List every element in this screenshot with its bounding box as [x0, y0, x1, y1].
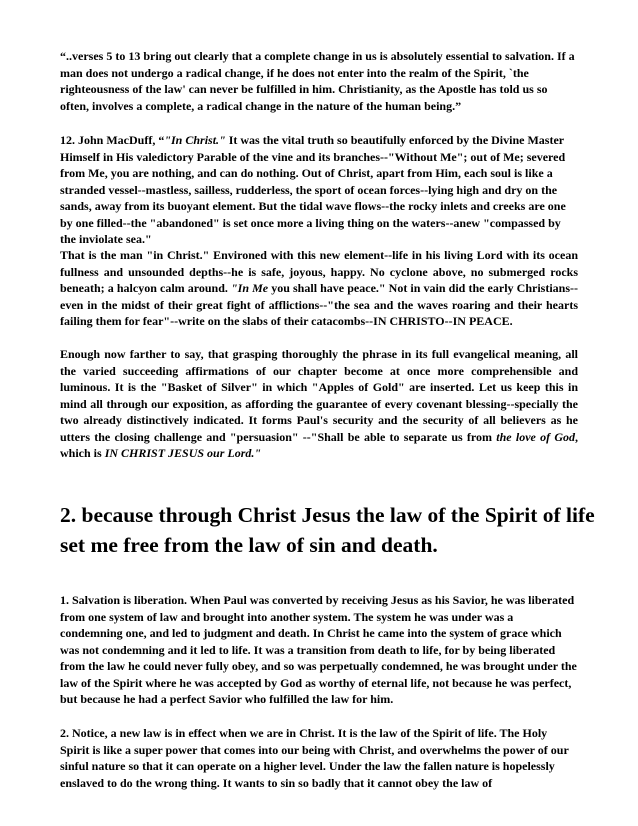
macduff-title: "In Christ."	[164, 133, 226, 147]
in-christ-italic: "In Me	[231, 281, 269, 295]
macduff-paragraph	[60, 132, 578, 248]
quote-paragraph: “..verses 5 to 13 bring out clearly that a complete change in us is absolutely essential to salvation. If a man does not undergo a radical change, if he does not enter into the realm of the Spirit, `the righteousness of the law' can never be fulfilled in him. Christianity, as the Apostle has told us so often, involves a complete, a radical change in the nature of the human being.”	[60, 49, 575, 113]
enough-part1: Enough now farther to say, that grasping thoroughly the phrase in its full evangelical meaning, all the varied succeeding affirmations of our chapter become at once more comprehensible and luminous. It is the "Basket of Silver" in which "Apples of Gold" are inserted. Let us keep this in mind all through our exposition, as affording the guarantee of every covenant blessing--specially the two already distinctively indicated. It forms Paul's security and the security of all believers as he utters the closing challenge and "persuasion" --"Shall be able to separate us from	[60, 347, 578, 444]
enough-italic-2: IN CHRIST JESUS our Lord."	[104, 446, 262, 460]
in-christ-part2: you shall have peace." Not in vain did the early Christians--even in the midst of their great fight of afflictions--"the sea and the waves roaring and their hearts failing them for fear"--write on the slabs of their catacombs--IN CHRISTO--IN PEACE.	[60, 281, 578, 328]
macduff-body: It was the vital truth so beautifully enforced by the Divine Master Himself in His valedictory Parable of the vine and its branches--"Without Me"; out of Me; severed from Me, you are nothing, and can do nothing. Out of Christ, apart from Him, each soul is like a stranded vessel--mastless, sailless, rudderless, the sport of ocean forces--lying high and dry on the sands, away from its buoyant element. But the tidal wave flows--the rocky inlets and creeks are one by one filled--the "abandoned" is set once more a living thing on the waters--anew "compassed by the inviolate sea."	[60, 133, 566, 246]
point-1-paragraph: 1. Salvation is liberation. When Paul was converted by receiving Jesus as his Savior, he was liberated from one system of law and brought into another system. The system he was under was a condemning one, and led to judgment and death. In Christ he came into the system of grace which was not condemning and it led to life. It was a transition from death to life, for by being liberated from the law he could never fully obey, and so was perpetually condemned, he was brought under the law of the Spirit where he was accepted by God as worthy of eternal life, not because he was perfect, but because he had a perfect Savior who fulfilled the law for him.	[60, 593, 577, 706]
macduff-lead: 12. John MacDuff, “	[60, 133, 165, 147]
enough-part2: , which is	[60, 429, 578, 460]
enough-italic-1: the love of God	[496, 429, 575, 444]
enough-paragraph	[60, 346, 578, 462]
point-2-paragraph: 2. Notice, a new law is in effect when we are in Christ. It is the law of the Spirit of life. The Holy Spirit is like a super power that comes into our being with Christ, and overwhelms the power of our sinful nature so that it can operate on a higher level. Under the law the fallen nature is hopelessly enslaved to do the wrong thing. It wants to sin so badly that it cannot obey the law of	[60, 726, 569, 790]
section-heading: 2. because through Christ Jesus the law of the Spirit of life set me free from the law of sin and death.	[60, 503, 595, 557]
in-christ-part1: That is the man "in Christ." Environed with this new element--life in his living Lord with its ocean fullness and unsounded depths--he is safe, joyous, happy. No cyclone above, no submerged rocks beneath; a halcyon calm around.	[60, 248, 578, 295]
in-christ-paragraph	[60, 247, 578, 330]
